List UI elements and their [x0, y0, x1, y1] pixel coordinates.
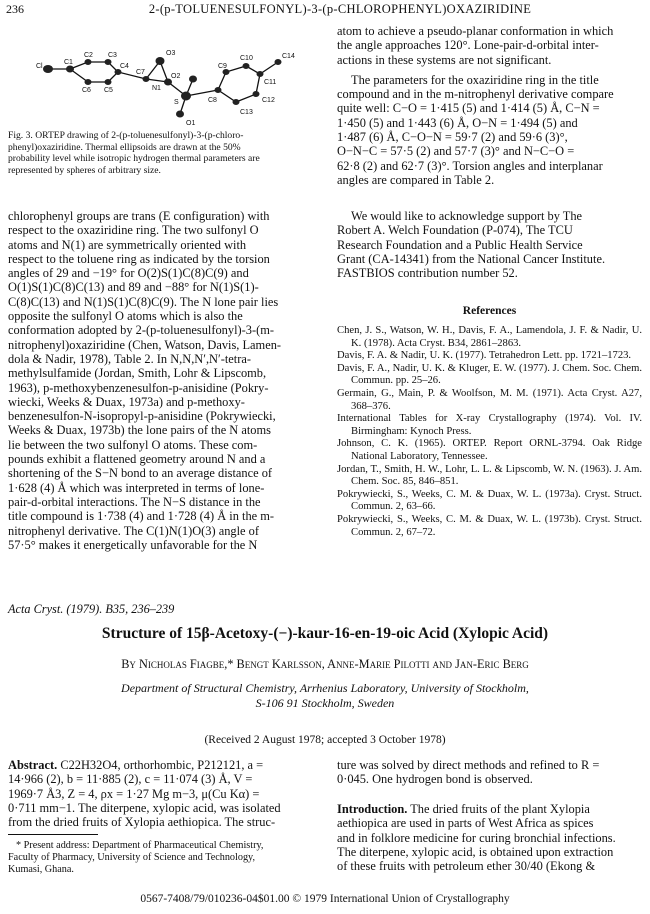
text-line: benzenesulfon-N-isopropyl-p-anisidine (Pokrywiecki, [8, 409, 276, 424]
text-line: ture was solved by direct methods and refined to R = [337, 758, 600, 772]
atom-label: O1 [186, 120, 196, 127]
atom-label: Cl [36, 63, 43, 70]
atom-label: C5 [104, 87, 113, 94]
text-line: 1·487 (6) Å, C−O−N = 59·7 (2) and 59·6 (3)°, [337, 130, 568, 145]
atom-label: C8 [208, 97, 217, 104]
text-line: 1963), p-methoxybenzenesulfon-p-anisidine (Pokry- [8, 380, 269, 395]
text-line: 62·8 (2) and 62·7 (3)°. Torsion angles and interplanar [337, 158, 603, 173]
footnote-rule [8, 834, 98, 835]
atom-label: O3 [166, 50, 176, 57]
reference-item: International Tables for X-ray Crystallography (1974). Vol. IV. Birmingham: Kynoch Press. [337, 413, 642, 437]
copyright-line: 0567-7408/79/010236-04$01.00 © 1979 International Union of Crystallography [140, 893, 510, 905]
text-line: The parameters for the oxaziridine ring in the title [351, 72, 599, 87]
text-line: pair-d-orbital interactions. The N−S distance in the [8, 494, 261, 509]
ortep-figure [8, 24, 313, 129]
text-line: title compound is 1·738 (4) and 1·728 (4) Å in the m- [8, 509, 275, 524]
text-line: lie between the two sulfonyl O atoms. These com- [8, 437, 258, 452]
text-line: FASTBIOS contribution number 52. [337, 266, 518, 281]
caption-line: Fig. 3. ORTEP drawing of 2-(p-toluenesulfonyl)-3-(p-chloro- [8, 130, 244, 141]
atom-label: O2 [171, 73, 181, 80]
reference-item: Chen, J. S., Watson, W. H., Davis, F. A., Lamendola, J. F. & Nadir, U. K. (1978). Acta Cryst. B34, 2861–2863. [337, 325, 642, 349]
footnote-line: Kumasi, Ghana. [8, 864, 74, 875]
abstract-label: Abstract. [8, 758, 58, 772]
caption-line: represented by spheres of arbitrary size. [8, 164, 161, 176]
text-line: aethiopica are used in parts of West Africa as spices [337, 816, 594, 831]
ortep-drawing [8, 24, 313, 129]
atom-label: N1 [152, 85, 161, 92]
atom-label: C7 [136, 69, 145, 76]
atom-label: C6 [82, 87, 91, 94]
reference-list [337, 325, 642, 539]
text-line: Weeks & Duax, 1973b) the lone pairs of the N atoms [8, 423, 271, 438]
text-line: The diterpene, xylopic acid, is obtained upon extraction [337, 844, 614, 859]
running-title: 2-(p-TOLUENESULFONYL)-3-(p-CHLOROPHENYL)OXAZIRIDINE [148, 2, 532, 16]
reference-item: Davis, F. A., Nadir, U. K. & Kluger, E. W. (1977). J. Chem. Soc. Chem. Commun. pp. 25–26. [337, 362, 642, 387]
atom-label: C10 [240, 55, 253, 62]
footnote [8, 840, 313, 876]
affiliation-line: Department of Structural Chemistry, Arrhenius Laboratory, University of Stockholm, [121, 681, 529, 695]
text-line: 1969·7 Å3, Z = 4, ρx = 1·27 Mg m−3, μ(Cu Kα) = [8, 786, 260, 801]
left-column-text [8, 209, 313, 552]
text-line: O−N−C = 57·5 (2) and 57·7 (3)° and N−C−O = [337, 144, 575, 159]
text-line: compound and in the m-nitrophenyl derivative compare [337, 87, 614, 102]
text-line: nitrophenyl)oxaziridine (Chen, Watson, Davis, Lamen- [8, 337, 282, 352]
atom-label: C3 [108, 52, 117, 59]
article-title: Structure of 15β-Acetoxy-(−)-kaur-16-en-19-oic Acid (Xylopic Acid) [101, 625, 549, 642]
text-line: pounds exhibit a flattened geometry around N and a [8, 452, 266, 467]
text-line: 1·628 (4) Å which was interpreted in terms of lone- [8, 480, 265, 495]
text-line: angles of 29 and −19° for O(2)S(1)C(8)C(9) and [8, 266, 249, 281]
atom-label: S [174, 99, 179, 106]
text-line: chlorophenyl groups are trans (E configuration) with [8, 209, 270, 223]
text-line: atom to achieve a pseudo-planar conformation in which [337, 24, 614, 38]
reference-item: Pokrywiecki, S., Weeks, C. M. & Duax, W. L. (1973a). Cryst. Struct. Commun. 2, 63–66. [337, 488, 642, 513]
page-number: 236 [6, 2, 24, 16]
article-authors: By Nicholas Fiagbe,* Bengt Karlsson, Anne-Marie Pilotti and Jan-Eric Berg [121, 657, 529, 671]
references-heading: References [462, 305, 517, 317]
text-line: the angle approaches 120°. Lone-pair-d-orbital inter- [337, 38, 599, 53]
footnote-line: Faculty of Pharmacy, University of Science and Technology, [8, 852, 256, 863]
abstract [8, 758, 313, 829]
introduction [337, 802, 642, 873]
text-line: respect to the oxaziridine ring. The two sulfonyl O [8, 223, 259, 238]
atom-label: C13 [240, 109, 253, 116]
text-line: Robert A. Welch Foundation (P-074), The TCU [337, 223, 573, 238]
atom-label: C12 [262, 97, 275, 104]
right-column-text [337, 24, 642, 187]
journal-reference: Acta Cryst. (1979). B35, 236–239 [8, 602, 175, 616]
text-line: 57·5° makes it energetically unfavorable for the N [8, 537, 258, 552]
text-line: wiecki, Weeks & Duax, 1973a) and p-methoxy- [8, 394, 245, 409]
text-line: Grant (CA-14341) from the National Cancer Institute. [337, 251, 606, 266]
figure-caption [8, 130, 313, 176]
text-line: and in folklore medicine for curing bronchial infections. [337, 830, 616, 845]
caption-line: probability level while isotropic hydrogen thermal parameters are [8, 153, 260, 165]
atom-label: C11 [264, 79, 277, 86]
atom-label: C4 [120, 63, 129, 70]
text-line: of these fruits with petroleum ether 30/40 (Ekong & [337, 859, 596, 874]
text-line: nitrophenyl derivative. The C(1)N(1)O(3) angle of [8, 523, 259, 538]
reference-item: Davis, F. A. & Nadir, U. K. (1977). Tetrahedron Lett. pp. 1721–1723. [337, 350, 632, 362]
received-dates: (Received 2 August 1978; accepted 3 October 1978) [204, 734, 446, 746]
text-line: O(1)S(1)C(8)C(13) and 89 and −88° for N(1)S(1)- [8, 280, 259, 295]
reference-item: Germain, G., Main, P. & Woolfson, M. M. (1971). Acta Cryst. A27, 368–376. [337, 387, 642, 412]
text-line: atoms and N(1) are symmetrically oriented with [8, 237, 247, 252]
footnote-line: * Present address: Department of Pharmaceutical Chemistry, [16, 840, 264, 851]
reference-item: Jordan, T., Smith, H. W., Lohr, L. L. & Lipscomb, W. N. (1963). J. Am. Chem. Soc. 85, 846–851. [337, 463, 642, 488]
atom-label: C1 [64, 59, 73, 66]
text-line: Research Foundation and a Public Health Service [337, 237, 583, 252]
text-line: 0·711 mm−1. The diterpene, xylopic acid, was isolated [8, 800, 281, 815]
text-line: methylsulfamide (Jordan, Smith, Lohr & Lipscomb, [8, 366, 267, 381]
atom-label: C14 [282, 53, 295, 60]
text-line: respect to the toluene ring as indicated by the torsion [8, 251, 270, 266]
caption-line: phenyl)oxaziridine. Thermal ellipsoids are drawn at the 50% [8, 141, 241, 153]
text-line: We would like to acknowledge support by The [351, 209, 583, 223]
text-line: actions in these systems are not significant. [337, 52, 552, 67]
reference-item: Pokrywiecki, S., Weeks, C. M. & Duax, W. L. (1973b). Cryst. Struct. Commun. 2, 67–72. [337, 513, 642, 538]
text-line: The dried fruits of the plant Xylopia [410, 802, 590, 816]
atom-label: C9 [218, 63, 227, 70]
introduction-label: Introduction. [337, 802, 408, 816]
atom-label: C2 [84, 52, 93, 59]
text-line: conformation adopted by 2-(p-toluenesulfonyl)-3-(m- [8, 323, 274, 338]
text-line: C(8)C(13) and N(1)S(1)C(8)C(9). The N lone pair lies [8, 294, 279, 309]
text-line: C22H32O4, orthorhombic, P212121, a = [60, 758, 264, 772]
text-line: 14·966 (2), b = 11·885 (2), c = 11·074 (3) Å, V = [8, 772, 253, 787]
text-line: quite well: C−O = 1·415 (5) and 1·414 (5) Å, C−N = [337, 101, 600, 116]
acknowledgement [337, 209, 642, 280]
reference-item: Johnson, C. K. (1965). ORTEP. Report ORNL-3794. Oak Ridge National Laboratory, Tennessee. [337, 438, 642, 462]
text-line: dola & Nadir, 1978), Table 2. In N,N,N′,N′-tetra- [8, 351, 251, 366]
text-line: from the dried fruits of Xylopia aethiopica. The struc- [8, 815, 276, 830]
text-line: angles are compared in Table 2. [337, 172, 495, 187]
affiliation-line: S-106 91 Stockholm, Sweden [255, 695, 395, 710]
text-line: 0·045. One hydrogen bond is observed. [337, 772, 533, 787]
text-line: shortening of the S−N bond to an average distance of [8, 466, 273, 481]
affiliation [8, 681, 642, 710]
text-line: opposite the sulfonyl O atoms which is also the [8, 309, 243, 324]
abstract-continued [337, 758, 642, 787]
text-line: 1·450 (5) and 1·443 (6) Å, O−N = 1·494 (5) and [337, 115, 578, 130]
